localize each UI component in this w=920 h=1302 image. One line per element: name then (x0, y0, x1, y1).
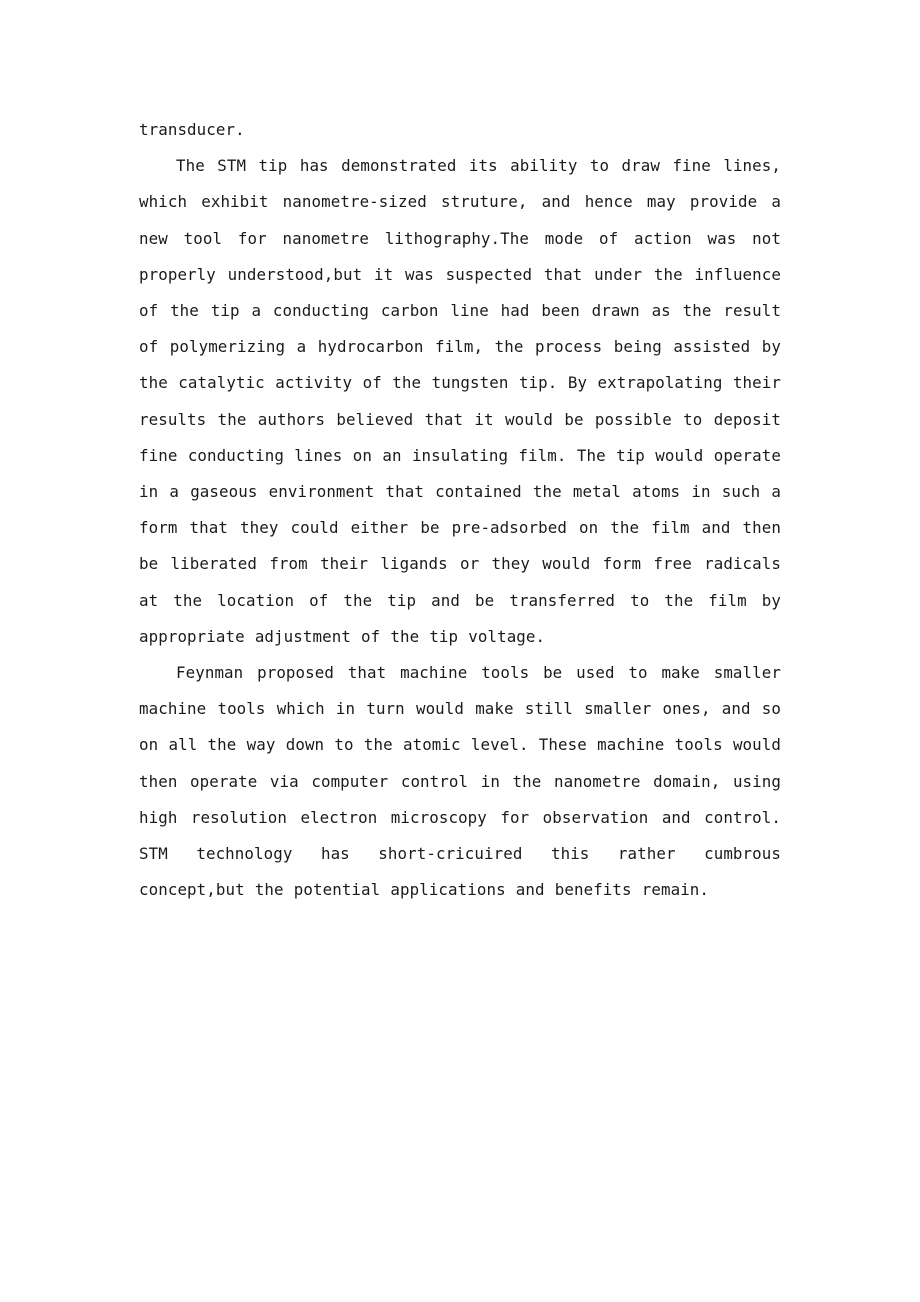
paragraph-feynman: Feynman proposed that machine tools be used to make smaller machine tools which in turn would make still smaller ones, and so on all the way down to the atomic level. These machine tools would then operate via computer control in the nanometre domain, using high resolution electron microscopy for observation and control. STM technology has short-cricuired this rather cumbrous concept,but the potential applications and benefits remain. (139, 663, 781, 900)
document-body (139, 112, 781, 908)
paragraph-continuation: transducer. (139, 120, 245, 139)
paragraph-stm-tip: The STM tip has demonstrated its ability to draw fine lines, which exhibit nanometre-sized struture, and hence may provide a new tool for nanometre lithography.The mode of action was not properly understood,but it was suspected that under the influence of the tip a conducting carbon line had been drawn as the result of polymerizing a hydrocarbon film, the process being assisted by the catalytic activity of the tungsten tip. By extrapolating their results the authors believed that it would be possible to deposit fine conducting lines on an insulating film. The tip would operate in a gaseous environment that contained the metal atoms in such a form that they could either be pre-adsorbed on the film and then be liberated from their ligands or they would form free radicals at the location of the tip and be transferred to the film by appropriate adjustment of the tip voltage. (139, 156, 781, 646)
